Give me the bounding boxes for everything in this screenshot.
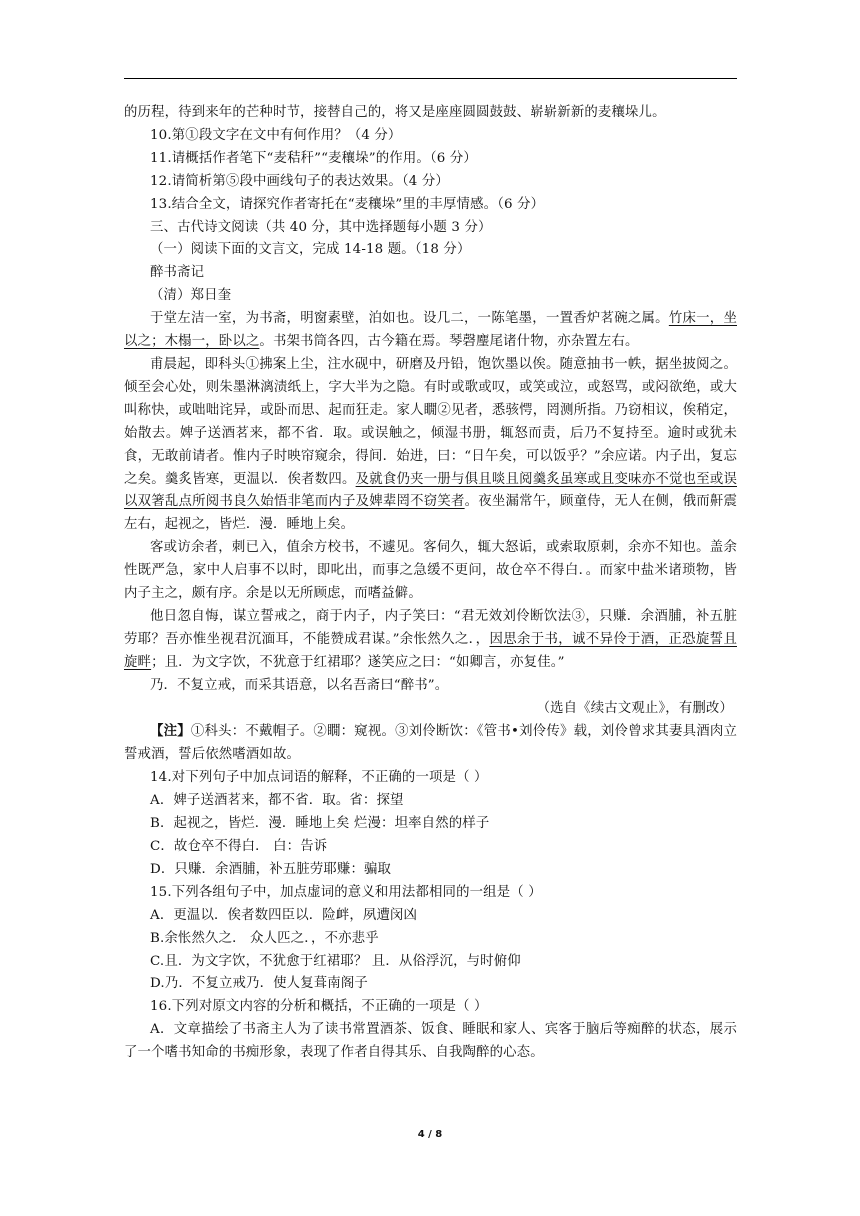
- paragraph-1-text-a: 于堂左洁一室，为书斋，明窗素壁，泊如也。设几二，一陈笔墨，一置香炉茗碗之属。: [150, 311, 669, 327]
- document-body: [124, 102, 737, 1065]
- question-14-option-b: B．起视之，皆烂．漫．睡地上矣 烂漫：坦率自然的样子: [150, 816, 490, 832]
- passage-paragraph-2: [124, 354, 737, 537]
- question-15-option-d: D.乃．不复立戒乃．使人复葺南阁子: [150, 976, 368, 992]
- section-3-heading: 三、古代诗文阅读（共 40 分，其中选择题每小题 3 分）: [150, 219, 492, 235]
- notes-text: ①科头：不戴帽子。②瞯：窥视。③刘伶断饮：《管书•刘伶传》载，刘伶曾求其妻具酒肉立誓戒酒，誓后依然嗜酒如故。: [124, 724, 737, 763]
- page-number: 4 / 8: [417, 1129, 443, 1140]
- notes: [124, 720, 737, 767]
- passage-paragraph-1: [124, 308, 737, 354]
- question-14: 14.对下列句子中加点词语的解释，不正确的一项是（ ）: [150, 770, 488, 786]
- passage-paragraph-3: 客或访余者，刺已入，值余方校书，不遽见。客伺久，辄大怒诟，或索取原刺，余亦不知也。盖余性既严急，家中人启事不以时，即叱出，而事之急缓不更问，故仓卒不得白．。而家中盐米诸琐物，皆内子主之，颇有序。余是以无所顾虑，而嗜益僻。: [124, 540, 737, 602]
- paragraph-4-text-c: ；且．为文字饮，不犹意于红裙耶？遂笑应之曰：“如卿言，亦复佳。”: [151, 654, 565, 670]
- paragraph-2-text-b: 。夜坐漏常午，顾童侍，无人在侧，俄而鼾震左右，起视之，皆烂．漫．睡地上矣。: [124, 494, 738, 533]
- header-rule: [124, 78, 737, 79]
- question-16: 16.下列对原文内容的分析和概括，不正确的一项是（ ）: [150, 999, 488, 1015]
- passage-title: 醉书斋记: [150, 265, 205, 281]
- passage-source: （选自《续古文观止》，有删改）: [536, 700, 733, 716]
- question-13: 13.结合全文，请探究作者寄托在“麦穰垛”里的丰厚情感。（6 分）: [150, 196, 545, 212]
- paragraph-4-text-a: 他日忽自悔，谋立誓戒之，商于内子，内子笑曰：“君无效刘伶断饮法③，只赚．余酒脯，补五脏劳耶？吾亦惟坐视君沉湎耳，不能赞成君谋。”余怅然久之．，: [124, 608, 737, 647]
- question-14-option-c: C．故仓卒不得白． 白：告诉: [150, 839, 328, 854]
- question-16-option-a: A．文章描绘了书斋主人为了读书常置酒茶、饭食、睡眠和家人、宾客于脑后等痴醉的状态，展示了一个嗜书知命的书痴形象，表现了作者自得其乐、自我陶醉的心态。: [124, 1022, 737, 1061]
- intro-line: 的历程，待到来年的芒种时节，接替自己的，将又是座座圆圆鼓鼓、崭崭新新的麦穰垛儿。: [124, 105, 666, 120]
- underlined-sentence-2: 及就食仍夹一册与俱且啖且阅羹炙虽寒或且变味亦不觉也至或误以双箸乱点所阅书良久始悟非笔而内子及婢辈罔不窃笑者: [124, 471, 737, 510]
- question-15: 15.下列各组句子中，加点虚词的意义和用法都相同的一组是（ ）: [150, 884, 542, 900]
- question-12: 12.请简析第⑤段中画线句子的表达效果。（4 分）: [150, 173, 449, 189]
- underlined-sentence-1: 竹床一，坐以之；木榻一，卧以之: [124, 311, 737, 350]
- question-15-option-a: A．更温以．俟者数四臣以．险衅，夙遭闵凶: [150, 907, 418, 923]
- question-11: 11.请概括作者笔下“麦秸秆”“麦穰垛”的作用。（6 分）: [150, 150, 477, 166]
- question-14-option-d: D．只赚．余酒脯，补五脏劳耶赚：骗取: [150, 861, 392, 877]
- underlined-sentence-3: 因思余于书，诚不异伶于酒，正恐旋誓且旋畔: [124, 631, 737, 670]
- passage-author: （清）郑日奎: [150, 288, 232, 304]
- passage-paragraph-5: 乃．不复立戒，而采其语意，以名吾斋曰“醉书”。: [150, 677, 449, 693]
- notes-tag: 【注】: [150, 723, 191, 740]
- question-10: 10.第①段文字在文中有何作用？（4 分）: [150, 127, 402, 143]
- question-15-option-c: C.且．为文字饮，不犹愈于红裙耶？ 且．从俗浮沉，与时俯仰: [150, 953, 521, 969]
- subsection-1-heading: （一）阅读下面的文言文，完成 14-18 题。（18 分）: [150, 242, 471, 258]
- question-15-option-b: B.余怅然久之． 众人匹之．，不亦悲乎: [150, 930, 379, 946]
- paragraph-1-text-b: 。书架书筒各四，古今籍在焉。琴磬麈尾诸什物，亦杂置左右。: [259, 334, 639, 350]
- paragraph-2-text-a: 甫晨起，即科头①拂案上尘，注水砚中，研磨及丹铅，饱饮墨以俟。随意抽书一帙，据坐披阅之。倾至会心处，则朱墨淋漓渍纸上，字大半为之隐。有时或歌或叹，或笑或泣，或怒骂，或闷欲绝，或大叫称快，或咄咄诧异，或卧而思、起而狂走。家人瞯②见者，悉骇愕，罔测所指。乃窃相议，俟稍定，始散去。婢子送酒茗来，都不省．取。或误触之，倾湿书册，辄怒而责，后乃不复持至。逾时或犹未食，无敢前请者。惟内子时映帘窥余，得间．始进，曰：“日午矣，可以饭乎？”余应诺。内子出，复忘之矣。羹炙皆寒，更温以．俟者数四。: [124, 356, 737, 487]
- passage-paragraph-4: [124, 606, 737, 675]
- question-14-option-a: A．婢子送酒茗来，都不省．取。省：探望: [150, 793, 404, 809]
